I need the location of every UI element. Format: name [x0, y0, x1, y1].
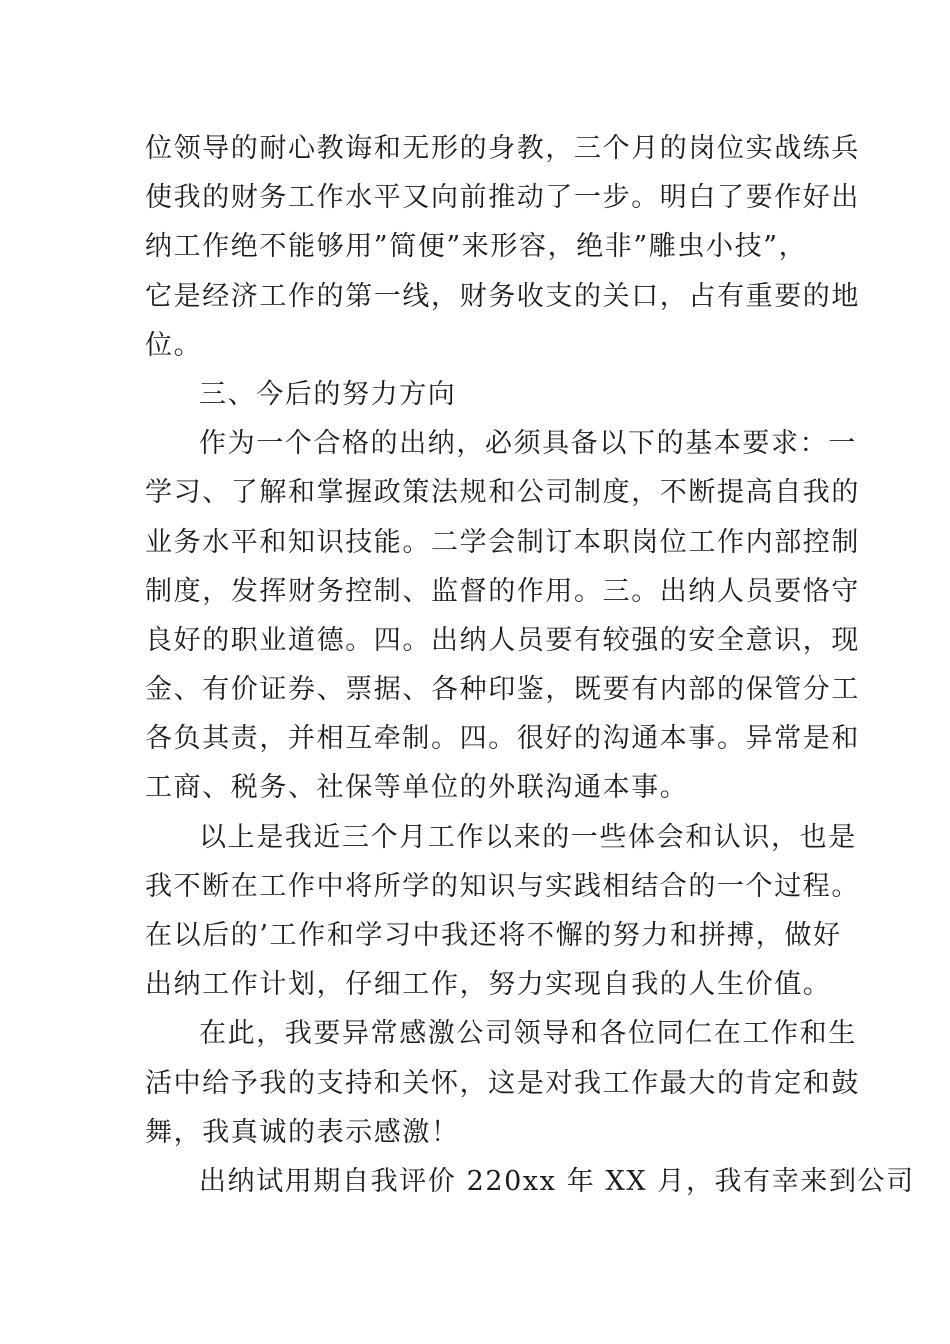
text-line: 使我的财务工作水平又向前推动了一步。明白了要作好出: [145, 182, 860, 214]
text-line: 良好的职业道德。四。出纳人员要有较强的安全意识，现: [145, 624, 860, 656]
text-line: 出纳工作计划，仔细工作，努力实现自我的人生价值。: [145, 969, 832, 1001]
text-line: 它是经济工作的第一线，财务收支的关口，占有重要的地: [145, 280, 860, 312]
text-line: 位。: [145, 329, 203, 361]
text-line: 制度，发挥财务控制、监督的作用。三。出纳人员要恪守: [145, 575, 860, 607]
text-line: 作为一个合格的出纳，必须具备以下的基本要求：一: [199, 428, 857, 460]
text-line: 在以后的’工作和学习中我还将不懈的努力和拼搏，做好: [145, 920, 842, 951]
heading-line: 三、今后的努力方向: [199, 378, 457, 410]
text-line: 金、有价证券、票据、各种印鉴，既要有内部的保管分工: [145, 674, 860, 706]
text-line: 学习、了解和掌握政策法规和公司制度，不断提高自我的: [145, 477, 860, 509]
section-heading: [145, 370, 810, 419]
paragraph-thanks: [145, 1009, 860, 1157]
text-line: 出纳试用期自我评价 220xx 年 XX 月，我有幸来到公司: [199, 1165, 915, 1197]
text-line: 工商、税务、社保等单位的外联沟通本事。: [145, 772, 689, 804]
text-line: 活中给予我的支持和关怀，这是对我工作最大的肯定和鼓: [145, 1067, 860, 1099]
text-line: 纳工作绝不能够用”简便”来形容，绝非”雕虫小技”，: [145, 231, 808, 263]
text-line: 位领导的耐心教诲和无形的身教，三个月的岗位实战练兵: [145, 133, 860, 164]
document-body: [145, 124, 915, 1206]
paragraph-next: [145, 1157, 915, 1206]
text-line: 以上是我近三个月工作以来的一些体会和认识，也是: [199, 821, 857, 853]
text-line: 在此，我要异常感激公司领导和各位同仁在工作和生: [199, 1018, 857, 1050]
text-line: 业务水平和知识技能。二学会制订本职岗位工作内部控制: [145, 526, 860, 558]
text-line: 舞，我真诚的表示感激！: [145, 1116, 460, 1148]
paragraph-requirements: [145, 419, 860, 813]
text-line: 我不断在工作中将所学的知识与实践相结合的一个过程。: [145, 870, 860, 902]
paragraph-continued: [145, 124, 860, 370]
paragraph-summary: [145, 813, 860, 1010]
text-line: 各负其责，并相互牵制。四。很好的沟通本事。异常是和: [145, 723, 860, 755]
